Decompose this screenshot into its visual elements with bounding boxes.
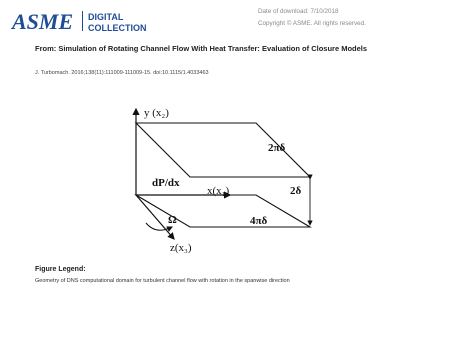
- z-axis-label: z(x₃): [170, 242, 192, 254]
- height-label: 2δ: [290, 185, 302, 197]
- logo-divider: [82, 11, 83, 31]
- logo-sub-text-2: COLLECTION: [88, 23, 147, 33]
- download-date: Date of download: 7/10/2018: [258, 8, 339, 15]
- copyright-notice: Copyright © ASME. All rights reserved.: [258, 20, 366, 27]
- y-axis-label: y (x₂): [144, 107, 169, 119]
- figure-legend-text: Geometry of DNS computational domain for turbulent channel flow with rotation in the spanwise direction: [35, 278, 290, 284]
- rotation-label: Ω: [168, 214, 177, 226]
- bottom-wall: [136, 195, 310, 227]
- logo-sub-text-1: DIGITAL: [88, 12, 124, 22]
- x-axis-label: x(x₁): [207, 185, 230, 197]
- article-citation: J. Turbomach. 2016;138(11):111009-111009-15. doi:10.1115/1.4033463: [35, 70, 209, 76]
- channel-domain-diagram: [118, 95, 348, 263]
- pressure-gradient-label: dP/dx: [152, 177, 180, 189]
- figure-legend-title: Figure Legend:: [35, 266, 86, 273]
- width-label: 2πδ: [268, 142, 286, 154]
- length-label: 4πδ: [250, 215, 268, 227]
- logo-main-text: ASME: [12, 9, 74, 34]
- article-title: From: Simulation of Rotating Channel Flow With Heat Transfer: Evaluation of Closure Models: [35, 44, 368, 53]
- asme-digital-collection-logo: [10, 6, 160, 36]
